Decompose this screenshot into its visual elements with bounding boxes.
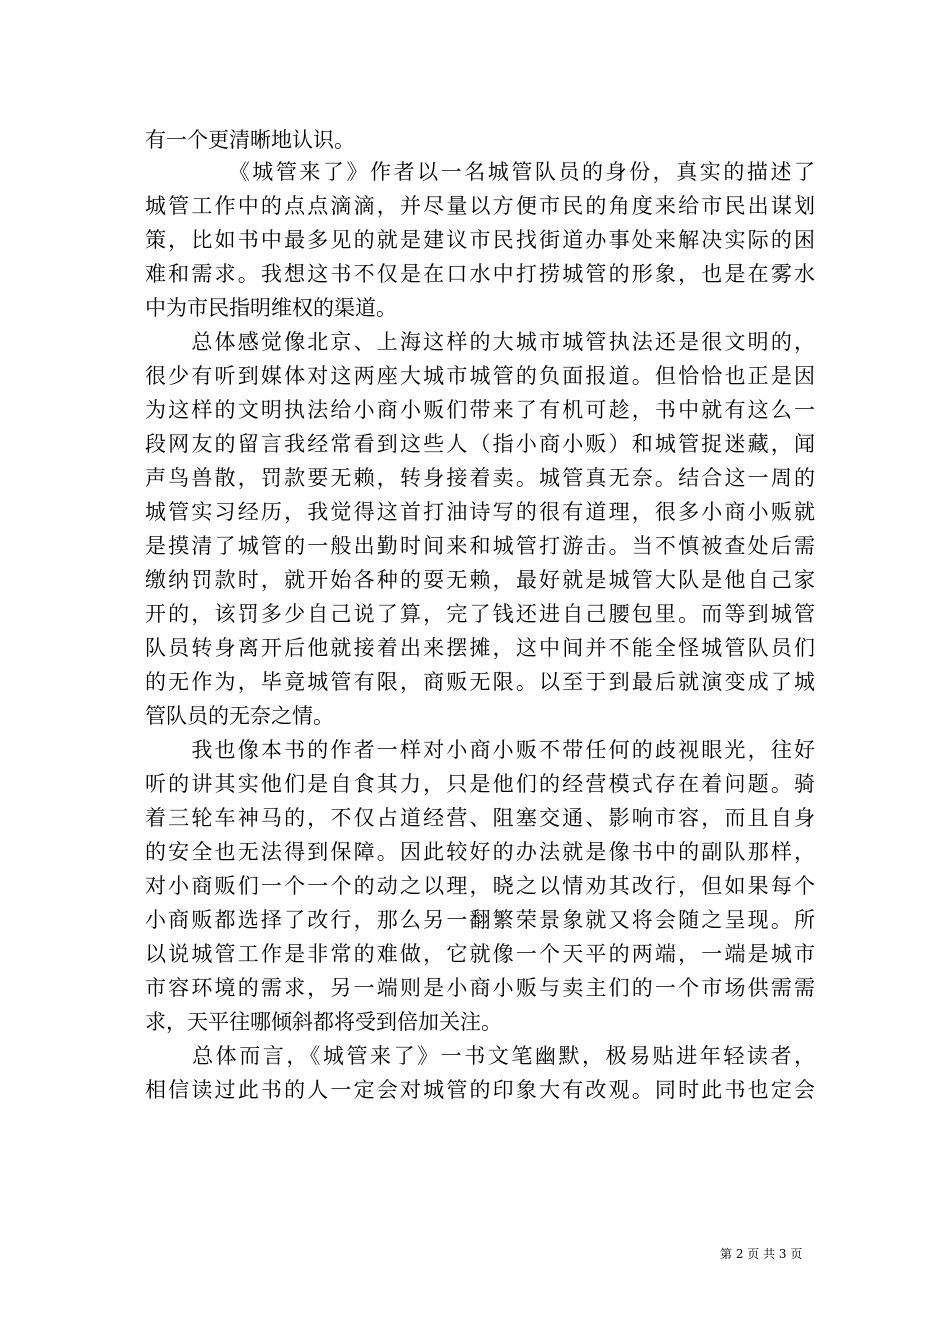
- text-line: 很少有听到媒体对这两座大城市城管的负面报道。但恰恰也正是因: [145, 364, 815, 388]
- text-line: 中为市民指明维权的渠道。: [145, 296, 397, 320]
- text-line: 对小商贩们一个一个的动之以理，晓之以情劝其改行，但如果每个: [145, 874, 815, 898]
- text-line: 的无作为，毕竟城管有限，商贩无限。以至于到最后就演变成了城: [145, 670, 815, 694]
- text-line: 听的讲其实他们是自食其力，只是他们的经营模式存在着问题。骑: [145, 772, 815, 796]
- text-line: 开的，该罚多少自己说了算，完了钱还进自己腰包里。而等到城管: [145, 602, 815, 626]
- text-line: 我也像本书的作者一样对小商小贩不带任何的歧视眼光，往好: [145, 738, 815, 762]
- text-line: 总体感觉像北京、上海这样的大城市城管执法还是很文明的，: [145, 330, 815, 354]
- page-number: 第 2 页 共 3 页: [720, 1247, 803, 1261]
- text-line: 策，比如书中最多见的就是建议市民找街道办事处来解决实际的困: [145, 228, 815, 252]
- text-line: 段网友的留言我经常看到这些人（指小商小贩）和城管捉迷藏，闻: [145, 432, 815, 456]
- text-line: 城管实习经历，我觉得这首打油诗写的很有道理，很多小商小贩就: [145, 500, 815, 524]
- text-line: 为这样的文明执法给小商小贩们带来了有机可趁，书中就有这么一: [145, 398, 815, 422]
- text-line: 相信读过此书的人一定会对城管的印象大有改观。同时此书也定会: [145, 1078, 815, 1102]
- text-line: 是摸清了城管的一般出勤时间来和城管打游击。当不慎被查处后需: [145, 534, 815, 558]
- text-line: 的安全也无法得到保障。因此较好的办法就是像书中的副队那样，: [145, 840, 815, 864]
- text-line: 管队员的无奈之情。: [145, 704, 334, 728]
- text-line: 小商贩都选择了改行，那么另一翻繁荣景象就又将会随之呈现。所: [145, 908, 815, 932]
- text-line: 城管工作中的点点滴滴，并尽量以方便市民的角度来给市民出谋划: [145, 194, 815, 218]
- text-line: 以说城管工作是非常的难做，它就像一个天平的两端，一端是城市: [145, 942, 815, 966]
- text-line: 难和需求。我想这书不仅是在口水中打捞城管的形象，也是在雾水: [145, 262, 815, 286]
- text-line: 缴纳罚款时，就开始各种的耍无赖，最好就是城管大队是他自己家: [145, 568, 815, 592]
- text-line: 有一个更清晰地认识。: [145, 128, 355, 152]
- text-line: 求，天平往哪倾斜都将受到倍加关注。: [145, 1010, 502, 1034]
- text-line: 着三轮车神马的，不仅占道经营、阻塞交通、影响市容，而且自身: [145, 806, 815, 830]
- text-line: 队员转身离开后他就接着出来摆摊，这中间并不能全怪城管队员们: [145, 636, 815, 660]
- text-line: 总体而言，《城管来了》一书文笔幽默，极易贴进年轻读者，: [145, 1044, 815, 1068]
- text-line: 市容环境的需求，另一端则是小商小贩与卖主们的一个市场供需需: [145, 976, 815, 1000]
- text-line: 《城管来了》作者以一名城管队员的身份，真实的描述了: [145, 160, 815, 184]
- text-line: 声鸟兽散，罚款要无赖，转身接着卖。城管真无奈。结合这一周的: [145, 466, 815, 490]
